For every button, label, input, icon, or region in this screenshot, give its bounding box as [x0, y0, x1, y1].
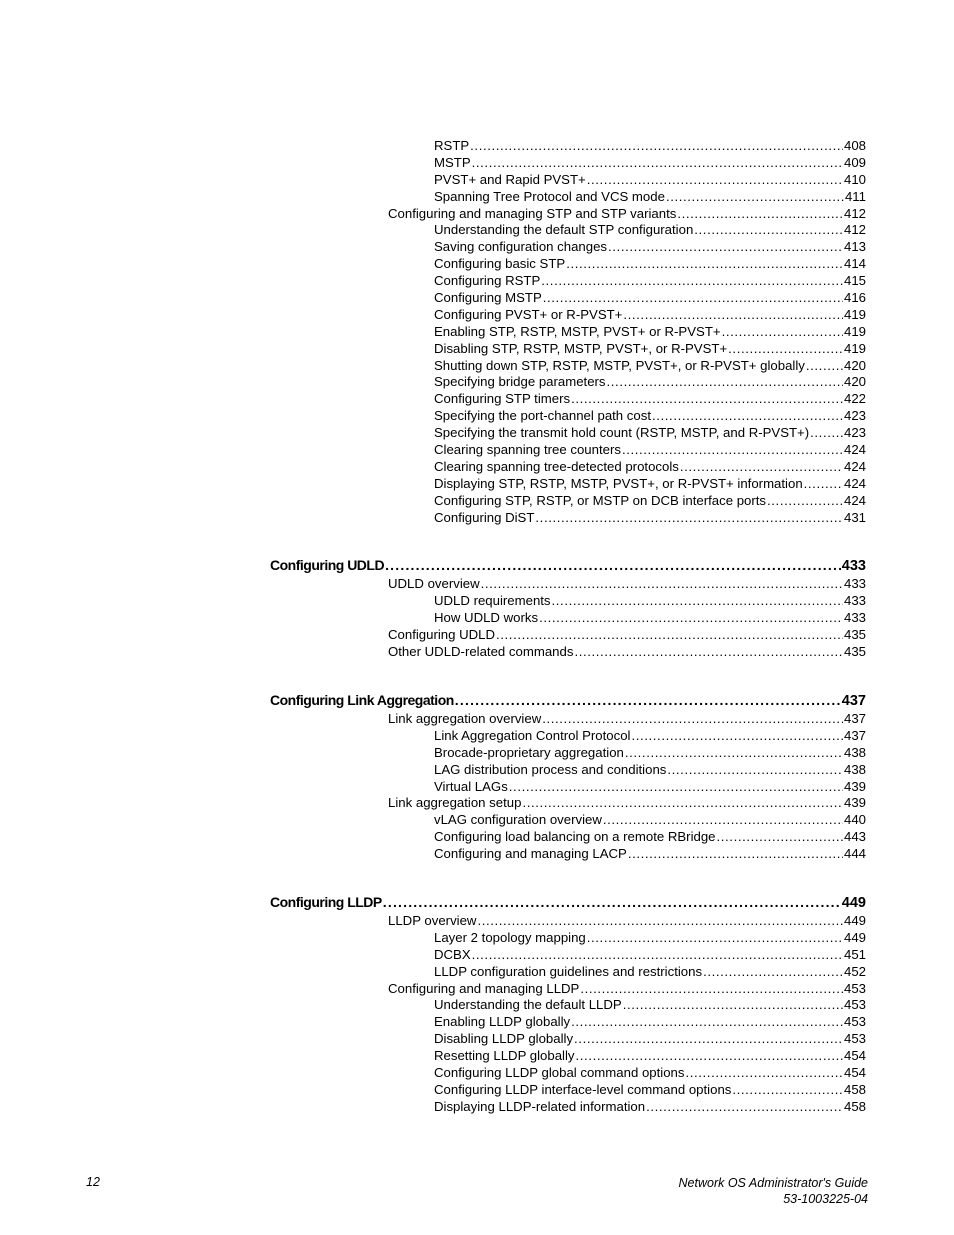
toc-entry[interactable] [434, 493, 866, 510]
toc-leader-dots [666, 189, 844, 206]
toc-leader-dots [767, 493, 843, 510]
toc-entry-title: Specifying bridge parameters [434, 374, 606, 390]
toc-leader-dots [667, 762, 843, 779]
toc-entry-page: 438 [843, 761, 866, 777]
toc-entry[interactable] [434, 1048, 866, 1065]
toc-entry[interactable] [434, 307, 866, 324]
toc-entry-title: Saving configuration changes [434, 239, 608, 255]
toc-entry-title: LLDP configuration guidelines and restrictions [434, 963, 703, 979]
toc-entry-title: Configuring RSTP [434, 273, 541, 289]
toc-leader-dots [566, 256, 843, 273]
toc-entry-page: 454 [843, 1048, 866, 1064]
toc-entry-page: 416 [843, 290, 866, 306]
toc-entry-page: 420 [843, 374, 866, 390]
toc-entry-page: 439 [843, 778, 866, 794]
toc-entry-page: 423 [843, 425, 866, 441]
toc-leader-dots [631, 728, 843, 745]
toc-leader-dots [496, 627, 843, 644]
toc-entry-page: 437 [841, 692, 866, 709]
toc-entry-title: Spanning Tree Protocol and VCS mode [434, 188, 665, 204]
toc-entry-page: 415 [843, 273, 866, 289]
toc-entry-title: UDLD requirements [434, 593, 551, 609]
toc-leader-dots [587, 930, 843, 947]
toc-entry-page: 449 [843, 912, 866, 928]
toc-entry-title: Displaying STP, RSTP, MSTP, PVST+, or R-PVST+ information [434, 475, 803, 491]
toc-entry-page: 452 [843, 963, 866, 979]
toc-entry-title: Resetting LLDP globally [434, 1048, 575, 1064]
toc-leader-dots [608, 239, 843, 256]
toc-entry-title: PVST+ and Rapid PVST+ [434, 171, 586, 187]
toc-entry-title: Understanding the default LLDP [434, 997, 622, 1013]
toc-leader-dots [810, 425, 843, 442]
toc-leader-dots [622, 442, 843, 459]
toc-entry-title: Understanding the default STP configuration [434, 222, 694, 238]
toc-entry-title: Configuring LLDP [270, 893, 382, 910]
toc-entry-page: 443 [843, 829, 866, 845]
toc-entry-title: Disabling LLDP globally [434, 1031, 574, 1047]
toc-entry[interactable] [434, 1031, 866, 1048]
toc-leader-dots [623, 307, 843, 324]
toc-entry-page: 439 [843, 795, 866, 811]
toc-leader-dots [804, 476, 843, 493]
toc-entry[interactable] [388, 206, 866, 223]
toc-entry-title: Specifying the transmit hold count (RSTP, MSTP, and R-PVST+) [434, 425, 810, 441]
toc-entry-page: 424 [843, 442, 866, 458]
toc-leader-dots [623, 997, 843, 1014]
toc-chapter-entry[interactable] [270, 554, 866, 576]
toc-entry-title: Link aggregation overview [388, 710, 542, 726]
toc-entry-page: 449 [843, 929, 866, 945]
toc-entry[interactable] [434, 930, 866, 947]
toc-entry-title: Link aggregation setup [388, 795, 522, 811]
toc-entry-page: 433 [843, 593, 866, 609]
toc-entry[interactable] [434, 947, 866, 964]
toc-entry-title: Virtual LAGs [434, 778, 508, 794]
toc-leader-dots [552, 593, 843, 610]
toc-leader-dots [806, 358, 843, 375]
toc-entry[interactable] [434, 728, 866, 745]
toc-leader-dots [574, 1031, 843, 1048]
toc-entry-page: 411 [844, 188, 866, 204]
toc-leader-dots [535, 510, 843, 527]
toc-entry[interactable] [388, 627, 866, 644]
toc-leader-dots [625, 745, 843, 762]
toc-entry-page: 433 [843, 576, 866, 592]
toc-entry-page: 424 [843, 458, 866, 474]
toc-entry-page: 453 [843, 997, 866, 1013]
toc-entry-page: 424 [843, 492, 866, 508]
toc-entry-title: Specifying the port-channel path cost [434, 408, 651, 424]
toc-entry[interactable] [434, 172, 866, 189]
toc-entry-page: 413 [843, 239, 866, 255]
toc-entry-page: 449 [841, 894, 866, 911]
toc-entry-title: vLAG configuration overview [434, 812, 602, 828]
toc-entry-title: Displaying LLDP-related information [434, 1098, 646, 1114]
toc-entry-title: Configuring LLDP interface-level command options [434, 1081, 732, 1097]
toc-chapter-entry[interactable] [270, 891, 866, 913]
toc-leader-dots [703, 964, 843, 981]
toc-leader-dots [477, 913, 843, 930]
toc-entry-title: Configuring UDLD [388, 627, 496, 643]
toc-entry-title: MSTP [434, 154, 471, 170]
toc-entry[interactable] [434, 341, 866, 358]
toc-leader-dots [646, 1099, 843, 1116]
toc-entry-title: Configuring and managing LACP [434, 846, 627, 862]
toc-entry-page: 437 [843, 710, 866, 726]
toc-entry-title: Link Aggregation Control Protocol [434, 727, 631, 743]
toc-entry-title: Brocade-proprietary aggregation [434, 744, 624, 760]
toc-entry-page: 408 [843, 138, 866, 153]
toc-leader-dots [542, 711, 843, 728]
toc-entry-title: Shutting down STP, RSTP, MSTP, PVST+, or R-PVST+ globally [434, 357, 805, 373]
toc-leader-dots [603, 812, 843, 829]
toc-entry-title: LAG distribution process and conditions [434, 761, 667, 777]
toc-entry-page: 420 [843, 357, 866, 373]
toc-entry-page: 454 [843, 1064, 866, 1080]
toc-entry-title: Configuring and managing LLDP [388, 980, 580, 996]
toc-entry-title: Configuring PVST+ or R-PVST+ [434, 306, 623, 322]
toc-chapter-entry[interactable] [270, 689, 866, 711]
toc-entry[interactable] [434, 1082, 866, 1099]
toc-leader-dots [571, 1014, 843, 1031]
toc-leader-dots [543, 290, 843, 307]
toc-entry-page: 435 [843, 627, 866, 643]
toc-leader-dots [574, 644, 843, 661]
toc-entry-title: Configuring DiST [434, 509, 535, 525]
toc-entry-title: Layer 2 topology mapping [434, 929, 586, 945]
toc-entry-page: 412 [843, 205, 866, 221]
toc-entry[interactable] [388, 913, 866, 930]
toc-entry-title: Configuring STP, RSTP, or MSTP on DCB interface ports [434, 492, 767, 508]
toc-leader-dots [470, 138, 843, 155]
toc-entry[interactable] [434, 374, 866, 391]
toc-entry[interactable] [434, 593, 866, 610]
toc-leader-dots [717, 829, 843, 846]
toc-entry-page: 414 [843, 256, 866, 272]
toc-entry[interactable] [434, 1014, 866, 1031]
toc-entry[interactable] [434, 290, 866, 307]
toc-entry-title: Clearing spanning tree counters [434, 442, 621, 458]
toc-leader-dots [732, 1082, 843, 1099]
toc-entry[interactable] [434, 222, 866, 239]
toc-entry-title: How UDLD works [434, 610, 539, 626]
toc-leader-dots [728, 341, 843, 358]
toc-entry-page: 437 [843, 727, 866, 743]
toc-entry[interactable] [434, 476, 866, 493]
toc-leader-dots [628, 846, 843, 863]
toc-leader-dots [509, 779, 843, 796]
toc-entry-page: 422 [843, 391, 866, 407]
toc-entry[interactable] [434, 189, 866, 206]
toc-leader-dots [539, 610, 843, 627]
toc-entry-page: 419 [843, 306, 866, 322]
toc-leader-dots [652, 408, 843, 425]
toc-entry-page: 419 [843, 340, 866, 356]
toc-entry-page: 440 [843, 812, 866, 828]
toc-entry-page: 419 [843, 323, 866, 339]
toc-entry[interactable] [388, 795, 866, 812]
toc-entry-title: UDLD overview [388, 576, 480, 592]
toc-entry-title: Configuring STP timers [434, 391, 571, 407]
toc-entry[interactable] [434, 610, 866, 627]
toc-leader-dots [694, 222, 843, 239]
toc-leader-dots [481, 576, 843, 593]
toc-leader-dots [685, 1065, 843, 1082]
toc-entry[interactable] [434, 324, 866, 341]
toc-entry[interactable] [434, 510, 866, 527]
toc-entry-title: Configuring basic STP [434, 256, 566, 272]
toc-entry-page: 423 [843, 408, 866, 424]
toc-entry[interactable] [434, 1099, 866, 1116]
toc-entry-title: Enabling STP, RSTP, MSTP, PVST+ or R-PVST+ [434, 323, 721, 339]
toc-entry-page: 410 [843, 171, 866, 187]
toc-entry[interactable] [434, 1065, 866, 1082]
toc-entry[interactable] [434, 459, 866, 476]
table-of-contents [0, 138, 954, 1116]
toc-entry[interactable] [388, 644, 866, 661]
toc-entry[interactable] [434, 273, 866, 290]
toc-entry[interactable] [434, 846, 866, 863]
toc-entry[interactable] [434, 964, 866, 981]
footer-page-number: 12 [86, 1175, 100, 1189]
toc-entry-page: 424 [843, 475, 866, 491]
toc-entry[interactable] [434, 779, 866, 796]
toc-entry-page: 453 [843, 980, 866, 996]
toc-entry-page: 451 [843, 946, 866, 962]
toc-entry[interactable] [388, 711, 866, 728]
toc-entry[interactable] [434, 829, 866, 846]
toc-leader-dots [472, 155, 843, 172]
toc-entry[interactable] [434, 442, 866, 459]
toc-entry[interactable] [434, 239, 866, 256]
footer-doc-info [679, 1175, 868, 1207]
footer-doc-number: 53-1003225-04 [783, 1192, 868, 1206]
toc-entry-title: Configuring Link Aggregation [270, 691, 454, 708]
toc-entry-page: 453 [843, 1014, 866, 1030]
toc-entry-title: LLDP overview [388, 912, 477, 928]
toc-entry[interactable] [434, 997, 866, 1014]
toc-leader-dots [607, 374, 843, 391]
toc-entry-page: 458 [843, 1098, 866, 1114]
toc-leader-dots [722, 324, 843, 341]
toc-entry-title: Other UDLD-related commands [388, 644, 574, 660]
toc-entry-title: Configuring LLDP global command options [434, 1064, 685, 1080]
toc-entry-page: 444 [843, 846, 866, 862]
toc-leader-dots [576, 1048, 843, 1065]
toc-entry-title: RSTP [434, 138, 470, 153]
toc-entry-page: 412 [843, 222, 866, 238]
toc-entry-title: Configuring MSTP [434, 290, 542, 306]
toc-leader-dots [580, 981, 843, 998]
toc-entry[interactable] [434, 155, 866, 172]
footer-book-title: Network OS Administrator's Guide [678, 1176, 868, 1190]
toc-leader-dots [677, 206, 843, 223]
toc-leader-dots [472, 947, 843, 964]
toc-entry-title: Configuring and managing STP and STP variants [388, 205, 677, 221]
toc-entry-page: 453 [843, 1031, 866, 1047]
toc-entry[interactable] [388, 981, 866, 998]
toc-entry-page: 409 [843, 154, 866, 170]
toc-leader-dots [541, 273, 843, 290]
toc-leader-dots [455, 689, 841, 711]
toc-entry[interactable] [434, 138, 866, 155]
toc-leader-dots [680, 459, 843, 476]
toc-entry-title: Configuring load balancing on a remote RBridge [434, 829, 716, 845]
toc-entry-page: 438 [843, 744, 866, 760]
toc-entry[interactable] [434, 358, 866, 375]
toc-entry-title: Disabling STP, RSTP, MSTP, PVST+, or R-PVST+ [434, 340, 728, 356]
toc-entry[interactable] [434, 391, 866, 408]
toc-leader-dots [571, 391, 843, 408]
toc-entry-title: DCBX [434, 946, 471, 962]
toc-entry-page: 433 [841, 558, 866, 575]
toc-entry-title: Configuring UDLD [270, 557, 385, 574]
toc-leader-dots [385, 554, 841, 576]
toc-entry-title: Clearing spanning tree-detected protocols [434, 458, 679, 474]
toc-entry[interactable] [434, 745, 866, 762]
toc-leader-dots [587, 172, 843, 189]
toc-entry-page: 433 [843, 610, 866, 626]
toc-entry[interactable] [434, 408, 866, 425]
toc-entry-page: 435 [843, 644, 866, 660]
toc-entry-page: 431 [843, 509, 866, 525]
toc-entry[interactable] [434, 812, 866, 829]
toc-entry-title: Enabling LLDP globally [434, 1014, 571, 1030]
toc-leader-dots [383, 891, 841, 913]
toc-entry[interactable] [434, 762, 866, 779]
toc-leader-dots [522, 795, 843, 812]
toc-entry-page: 458 [843, 1081, 866, 1097]
toc-entry[interactable] [434, 256, 866, 273]
toc-entry[interactable] [388, 576, 866, 593]
toc-entry[interactable] [434, 425, 866, 442]
